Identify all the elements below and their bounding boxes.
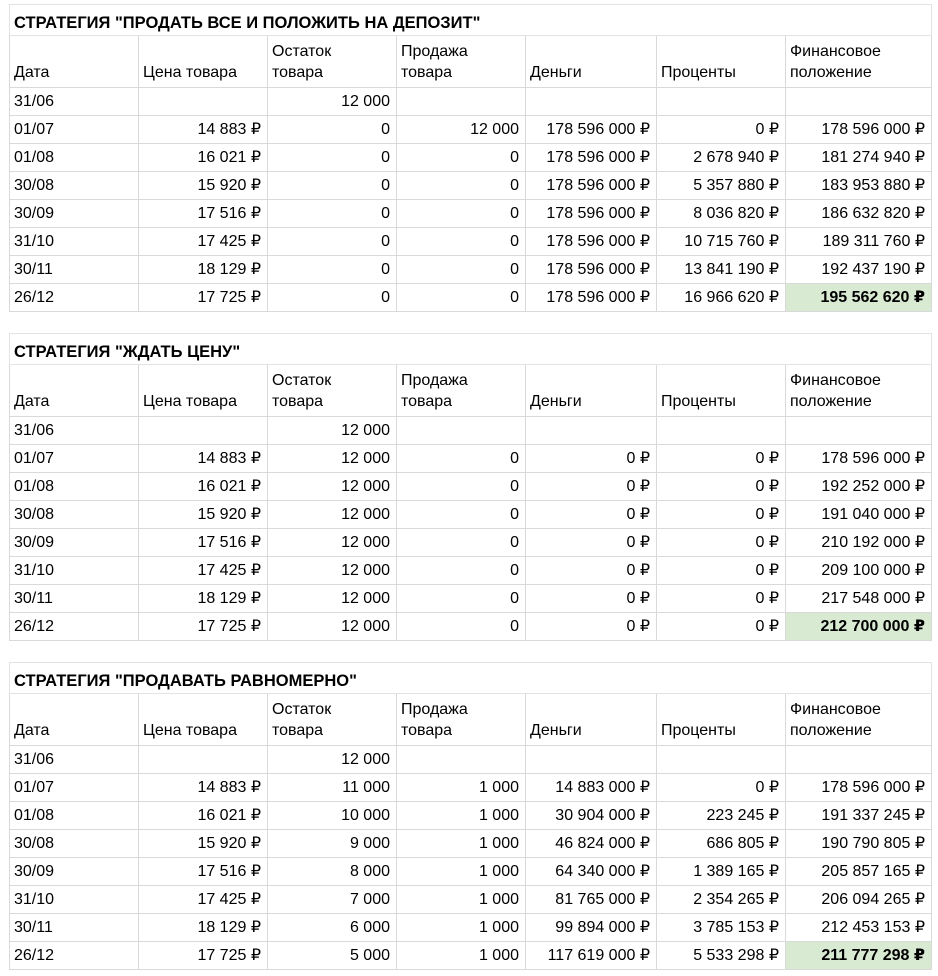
table-cell[interactable]: 64 340 000 ₽ [526,858,657,886]
column-header[interactable]: Деньги [526,694,657,746]
table-cell[interactable] [657,88,786,116]
table-cell[interactable]: 0 [268,172,397,200]
table-cell[interactable]: 0 [397,144,526,172]
table-row [10,942,932,970]
table-cell[interactable]: 30/08 [10,172,139,200]
column-header[interactable]: Продажа товара [397,694,526,746]
table-cell[interactable]: 0 ₽ [657,473,786,501]
column-header[interactable]: Цена товара [139,36,268,88]
table-cell[interactable]: 0 ₽ [526,529,657,557]
table-cell[interactable]: 0 [397,557,526,585]
table-cell[interactable]: 16 966 620 ₽ [657,284,786,312]
table-cell[interactable]: 12 000 [397,116,526,144]
table-cell[interactable]: 9 000 [268,830,397,858]
table-row [10,802,932,830]
column-header[interactable]: Финансовое положение [786,365,932,417]
table-cell[interactable]: 12 000 [268,613,397,641]
table-cell[interactable]: 0 [268,116,397,144]
table-cell[interactable]: 0 [397,585,526,613]
table-cell[interactable]: 223 245 ₽ [657,802,786,830]
table-cell[interactable]: 6 000 [268,914,397,942]
table-cell[interactable]: 0 [397,284,526,312]
table-cell[interactable]: 686 805 ₽ [657,830,786,858]
table-cell[interactable]: 30/08 [10,501,139,529]
strategy-table-2 [9,333,932,641]
table-cell[interactable]: 12 000 [268,501,397,529]
table-row [10,914,932,942]
table-cell[interactable]: 0 ₽ [526,557,657,585]
table-cell[interactable]: 12 000 [268,746,397,774]
table-cell[interactable]: 0 [397,256,526,284]
table-cell[interactable]: 5 000 [268,942,397,970]
table-cell[interactable]: 178 596 000 ₽ [526,144,657,172]
table-cell[interactable] [139,746,268,774]
table-cell[interactable]: 17 425 ₽ [139,886,268,914]
column-header[interactable]: Финансовое положение [786,36,932,88]
table-cell[interactable]: 31/10 [10,557,139,585]
table-cell[interactable]: 30/09 [10,858,139,886]
table-cell[interactable]: 30/11 [10,256,139,284]
column-header[interactable]: Деньги [526,36,657,88]
table-row [10,116,932,144]
table-cell[interactable]: 10 715 760 ₽ [657,228,786,256]
table-cell[interactable]: 12 000 [268,88,397,116]
table-cell[interactable]: 0 [397,445,526,473]
table-title: СТРАТЕГИЯ "ЖДАТЬ ЦЕНУ" [10,334,932,365]
table-cell[interactable]: 1 389 165 ₽ [657,858,786,886]
table-cell[interactable]: 01/08 [10,144,139,172]
table-cell[interactable]: 5 357 880 ₽ [657,172,786,200]
table-row [10,228,932,256]
table-cell[interactable]: 8 036 820 ₽ [657,200,786,228]
table-cell[interactable]: 1 000 [397,830,526,858]
strategy-table-1 [9,4,932,312]
table-cell[interactable]: 17 725 ₽ [139,613,268,641]
table-cell[interactable] [526,88,657,116]
table-cell[interactable] [657,417,786,445]
column-header[interactable]: Деньги [526,365,657,417]
table-cell[interactable] [139,88,268,116]
table-cell[interactable]: 26/12 [10,613,139,641]
column-header[interactable]: Дата [10,694,139,746]
column-header[interactable]: Проценты [657,36,786,88]
table-cell[interactable]: 212 453 153 ₽ [786,914,932,942]
table-cell[interactable]: 14 883 ₽ [139,774,268,802]
table-cell[interactable] [657,746,786,774]
column-header[interactable]: Финансовое положение [786,694,932,746]
table-cell[interactable]: 31/10 [10,228,139,256]
table-row [10,445,932,473]
table-cell[interactable]: 178 596 000 ₽ [526,256,657,284]
table-cell[interactable]: 190 790 805 ₽ [786,830,932,858]
table-cell[interactable]: 1 000 [397,942,526,970]
table-row [10,501,932,529]
table-cell[interactable]: 0 [268,200,397,228]
column-header[interactable]: Продажа товара [397,365,526,417]
table-cell[interactable]: 2 678 940 ₽ [657,144,786,172]
table-cell[interactable]: 1 000 [397,858,526,886]
table-cell[interactable]: 26/12 [10,942,139,970]
table-row [10,144,932,172]
table-cell[interactable]: 1 000 [397,914,526,942]
table-cell[interactable]: 14 883 ₽ [139,116,268,144]
table-cell[interactable] [786,88,932,116]
table-cell[interactable]: 13 841 190 ₽ [657,256,786,284]
table-cell[interactable]: 0 ₽ [657,116,786,144]
table-cell[interactable]: 15 920 ₽ [139,172,268,200]
table-row [10,88,932,116]
table-cell[interactable]: 18 129 ₽ [139,914,268,942]
table-cell[interactable]: 01/07 [10,774,139,802]
table-cell[interactable]: 0 ₽ [526,585,657,613]
table-cell[interactable]: 0 [397,228,526,256]
table-title: СТРАТЕГИЯ "ПРОДАТЬ ВСЕ И ПОЛОЖИТЬ НА ДЕПОЗИТ" [10,5,932,36]
table-cell[interactable]: 0 ₽ [657,529,786,557]
table-row [10,200,932,228]
table-cell[interactable]: 0 ₽ [657,613,786,641]
table-cell[interactable]: 16 021 ₽ [139,144,268,172]
table-row [10,529,932,557]
table-cell[interactable]: 16 021 ₽ [139,802,268,830]
table-cell[interactable]: 15 920 ₽ [139,830,268,858]
table-cell[interactable]: 0 ₽ [657,557,786,585]
final-total-cell[interactable]: 212 700 000 ₽ [786,613,932,641]
table-cell[interactable]: 31/06 [10,746,139,774]
table-cell[interactable]: 3 785 153 ₽ [657,914,786,942]
table-cell[interactable] [526,746,657,774]
table-cell[interactable]: 17 516 ₽ [139,200,268,228]
table-cell[interactable]: 0 ₽ [657,445,786,473]
column-header[interactable]: Остаток товара [268,365,397,417]
column-header[interactable]: Дата [10,36,139,88]
table-cell[interactable] [786,746,932,774]
table-cell[interactable]: 5 533 298 ₽ [657,942,786,970]
table-cell[interactable]: 81 765 000 ₽ [526,886,657,914]
table-cell[interactable]: 191 337 245 ₽ [786,802,932,830]
table-cell[interactable]: 178 596 000 ₽ [526,200,657,228]
table-row [10,557,932,585]
table-cell[interactable]: 30/09 [10,529,139,557]
table-cell[interactable]: 01/07 [10,116,139,144]
column-header[interactable]: Цена товара [139,365,268,417]
table-cell[interactable]: 8 000 [268,858,397,886]
table-cell[interactable]: 14 883 000 ₽ [526,774,657,802]
table-cell[interactable]: 178 596 000 ₽ [786,116,932,144]
table-cell[interactable]: 17 516 ₽ [139,858,268,886]
table-row [10,858,932,886]
table-cell[interactable]: 206 094 265 ₽ [786,886,932,914]
table-row [10,613,932,641]
table-cell[interactable]: 178 596 000 ₽ [526,172,657,200]
table-cell[interactable]: 0 ₽ [526,445,657,473]
table-cell[interactable] [397,746,526,774]
table-row [10,830,932,858]
table-cell[interactable]: 189 311 760 ₽ [786,228,932,256]
table-cell[interactable]: 178 596 000 ₽ [786,774,932,802]
table-cell[interactable]: 12 000 [268,529,397,557]
column-header[interactable]: Остаток товара [268,36,397,88]
final-total-cell[interactable]: 211 777 298 ₽ [786,942,932,970]
table-cell[interactable]: 186 632 820 ₽ [786,200,932,228]
table-cell[interactable]: 191 040 000 ₽ [786,501,932,529]
table-row [10,774,932,802]
table-cell[interactable]: 0 [268,284,397,312]
table-cell[interactable]: 30/11 [10,914,139,942]
table-cell[interactable]: 0 ₽ [526,613,657,641]
table-cell[interactable]: 0 [268,144,397,172]
table-cell[interactable]: 181 274 940 ₽ [786,144,932,172]
table-cell[interactable]: 01/08 [10,473,139,501]
table-cell[interactable]: 0 ₽ [657,585,786,613]
table-cell[interactable]: 192 437 190 ₽ [786,256,932,284]
final-total-cell[interactable]: 195 562 620 ₽ [786,284,932,312]
header-row [10,365,932,417]
table-cell[interactable] [397,417,526,445]
table-cell[interactable]: 18 129 ₽ [139,585,268,613]
table-cell[interactable]: 12 000 [268,557,397,585]
table-cell[interactable]: 18 129 ₽ [139,256,268,284]
table-cell[interactable]: 183 953 880 ₽ [786,172,932,200]
table-cell[interactable]: 0 [397,200,526,228]
header-row [10,694,932,746]
table-cell[interactable]: 178 596 000 ₽ [526,116,657,144]
table-cell[interactable]: 12 000 [268,417,397,445]
table-cell[interactable]: 31/06 [10,88,139,116]
table-cell[interactable]: 30/11 [10,585,139,613]
table-cell[interactable] [139,417,268,445]
table-cell[interactable]: 30/08 [10,830,139,858]
table-cell[interactable]: 178 596 000 ₽ [526,284,657,312]
table-cell[interactable]: 7 000 [268,886,397,914]
table-row [10,172,932,200]
table-cell[interactable]: 178 596 000 ₽ [526,228,657,256]
table-cell[interactable]: 17 425 ₽ [139,228,268,256]
table-cell[interactable] [786,417,932,445]
table-cell[interactable]: 0 ₽ [657,501,786,529]
table-cell[interactable]: 99 894 000 ₽ [526,914,657,942]
table-cell[interactable]: 0 [268,256,397,284]
table-cell[interactable]: 178 596 000 ₽ [786,445,932,473]
table-cell[interactable]: 0 ₽ [657,774,786,802]
table-cell[interactable]: 10 000 [268,802,397,830]
table-cell[interactable]: 0 [397,473,526,501]
table-cell[interactable]: 205 857 165 ₽ [786,858,932,886]
table-row [10,746,932,774]
table-cell[interactable]: 1 000 [397,774,526,802]
table-cell[interactable]: 15 920 ₽ [139,501,268,529]
table-cell[interactable]: 17 725 ₽ [139,942,268,970]
table-cell[interactable]: 0 [268,228,397,256]
column-header[interactable]: Проценты [657,365,786,417]
table-cell[interactable]: 31/06 [10,417,139,445]
table-cell[interactable]: 0 [397,501,526,529]
table-cell[interactable]: 117 619 000 ₽ [526,942,657,970]
table-cell[interactable]: 01/08 [10,802,139,830]
table-cell[interactable]: 01/07 [10,445,139,473]
table-row [10,284,932,312]
table-cell[interactable]: 30 904 000 ₽ [526,802,657,830]
table-cell[interactable]: 14 883 ₽ [139,445,268,473]
table-cell[interactable]: 209 100 000 ₽ [786,557,932,585]
table-cell[interactable]: 17 725 ₽ [139,284,268,312]
table-cell[interactable]: 1 000 [397,886,526,914]
column-header[interactable]: Дата [10,365,139,417]
header-row [10,36,932,88]
table-cell[interactable]: 0 ₽ [526,473,657,501]
table-cell[interactable]: 12 000 [268,445,397,473]
table-cell[interactable]: 11 000 [268,774,397,802]
table-cell[interactable]: 12 000 [268,473,397,501]
table-row [10,417,932,445]
column-header[interactable]: Остаток товара [268,694,397,746]
table-cell[interactable]: 2 354 265 ₽ [657,886,786,914]
strategy-table-3 [9,662,932,970]
column-header[interactable]: Продажа товара [397,36,526,88]
table-title: СТРАТЕГИЯ "ПРОДАВАТЬ РАВНОМЕРНО" [10,663,932,694]
table-row [10,473,932,501]
table-cell[interactable]: 46 824 000 ₽ [526,830,657,858]
table-cell[interactable]: 30/09 [10,200,139,228]
table-cell[interactable]: 12 000 [268,585,397,613]
table-cell[interactable]: 0 [397,529,526,557]
table-cell[interactable] [526,417,657,445]
table-row [10,256,932,284]
table-row [10,886,932,914]
table-cell[interactable]: 217 548 000 ₽ [786,585,932,613]
table-cell[interactable]: 210 192 000 ₽ [786,529,932,557]
table-cell[interactable]: 16 021 ₽ [139,473,268,501]
table-cell[interactable] [397,88,526,116]
table-cell[interactable]: 0 [397,613,526,641]
table-cell[interactable]: 26/12 [10,284,139,312]
column-header[interactable]: Проценты [657,694,786,746]
table-cell[interactable]: 1 000 [397,802,526,830]
table-cell[interactable]: 0 [397,172,526,200]
table-cell[interactable]: 17 425 ₽ [139,557,268,585]
table-cell[interactable]: 0 ₽ [526,501,657,529]
table-cell[interactable]: 31/10 [10,886,139,914]
column-header[interactable]: Цена товара [139,694,268,746]
table-cell[interactable]: 192 252 000 ₽ [786,473,932,501]
table-row [10,585,932,613]
table-cell[interactable]: 17 516 ₽ [139,529,268,557]
